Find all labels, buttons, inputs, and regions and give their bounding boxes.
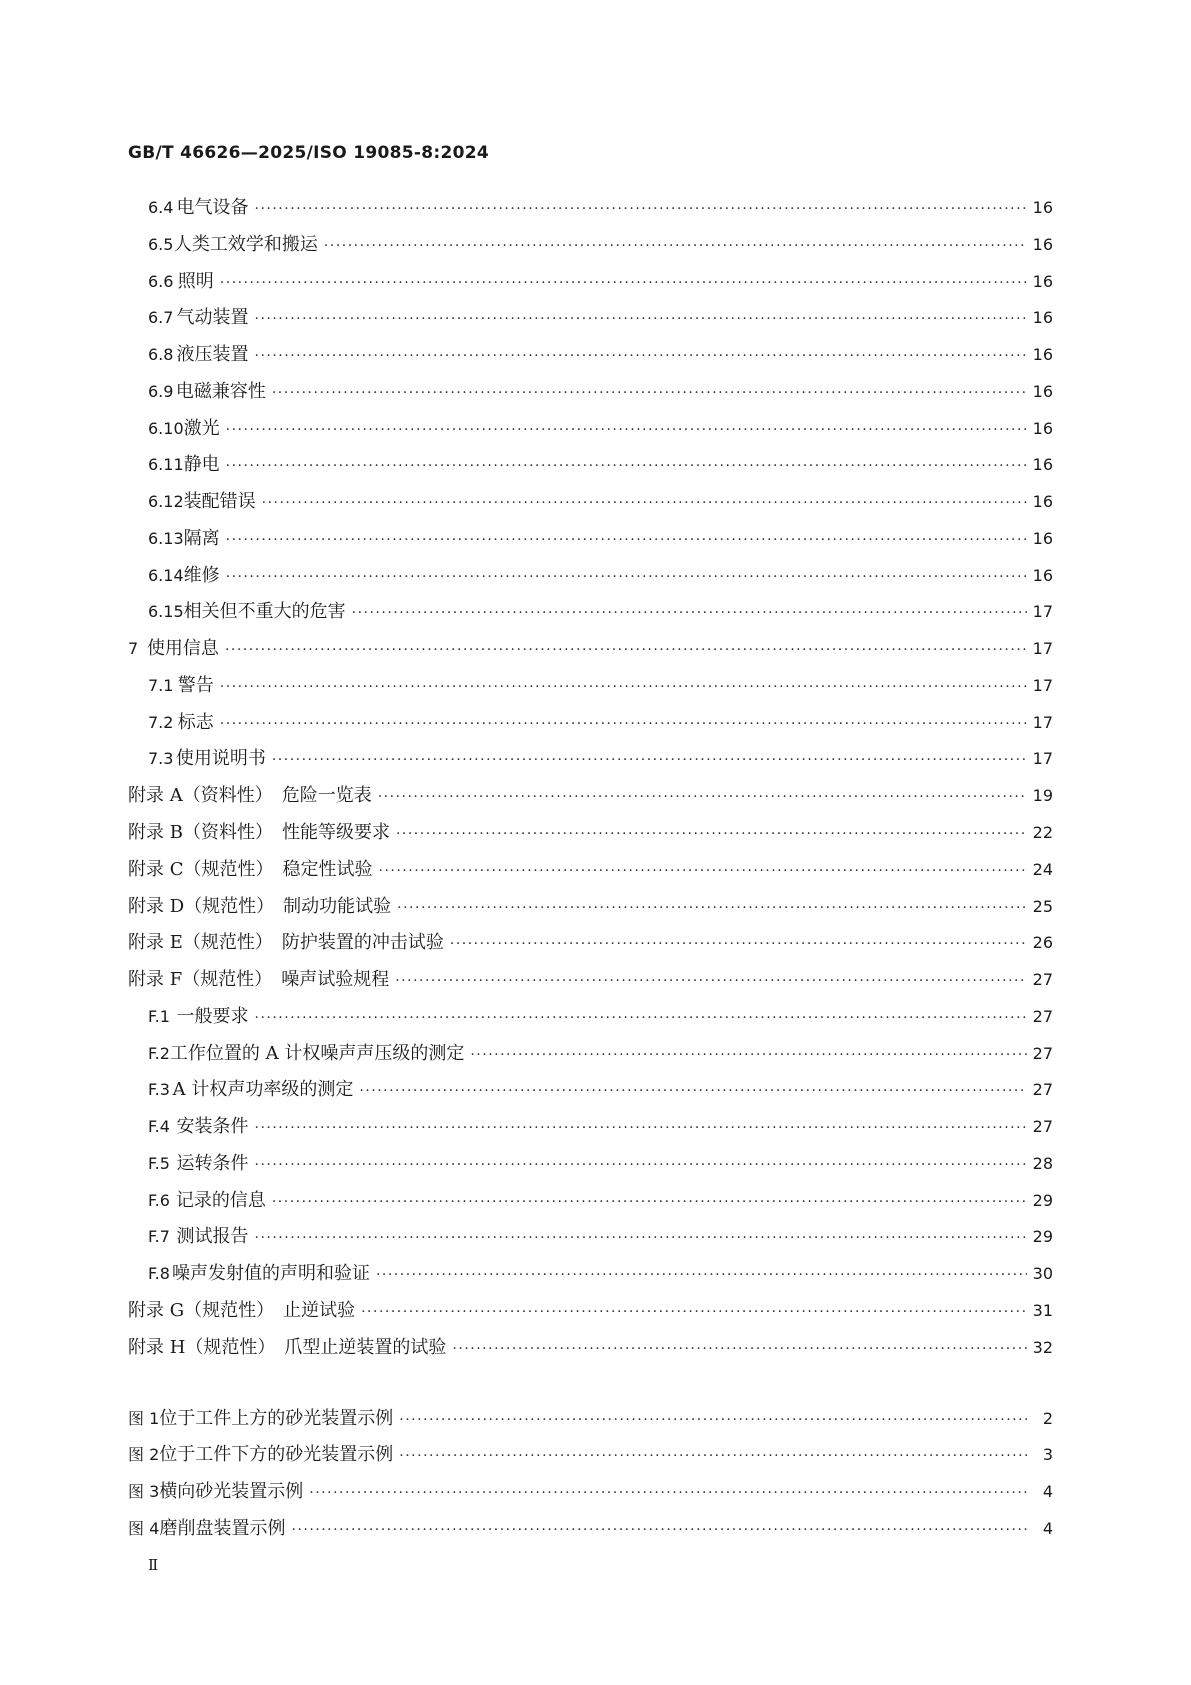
toc-entry-number: 6.11 [148,455,184,475]
toc-entry-page: 16 [1032,345,1053,365]
toc-entry-number: 7.3 [148,749,174,769]
dot-leader [355,1304,1027,1320]
toc-entry-number: 6.15 [148,602,184,622]
toc-entry-page: 27 [1032,1006,1053,1026]
toc-figure-entry[interactable] [128,1440,1053,1477]
toc-entry-title: 记录的信息 [175,1189,266,1211]
toc-entry-page: 16 [1032,528,1053,548]
dot-leader [249,1230,1028,1246]
toc-entry-page: 16 [1032,455,1053,475]
dot-leader [373,863,1028,879]
toc-entry[interactable] [128,487,1053,524]
toc-entry-title: 一般要求 [176,1005,249,1027]
toc-entry-page: 22 [1032,823,1053,843]
figure-page: 2 [1042,1408,1053,1428]
toc-entry-number: 6.9 [148,381,174,401]
dot-leader [220,532,1027,548]
toc-annex-entry[interactable] [128,855,1053,892]
toc-entry[interactable] [128,377,1053,414]
figure-number: 图 2 [128,1445,160,1465]
toc-entry-title: 电气设备 [176,197,249,218]
toc-entry-title: 相关但不重大的危害 [183,601,346,623]
toc-entry-title: 电磁兼容性 [175,380,266,402]
dot-leader [220,458,1027,474]
toc-entry-title: 工作位置的 A 计权噪声声压级的测定 [169,1042,465,1064]
toc-entry-number: 6.12 [148,492,184,512]
toc-entry-number: F.7 [148,1227,170,1247]
dot-leader [318,238,1027,254]
toc-entry[interactable] [128,597,1053,634]
dot-leader [249,311,1028,327]
toc-entry-page: 27 [1032,1043,1053,1063]
toc-entry-page: 17 [1032,675,1053,695]
toc-figure-entry[interactable] [128,1514,1053,1551]
toc-entry-page: 24 [1032,859,1053,879]
toc-entry-title: 附录 E（规范性） 防护装置的冲击试验 [128,932,444,954]
toc-entry-number: F.5 [148,1153,170,1173]
toc-entry-number: 6.4 [148,198,174,217]
dot-leader [249,1157,1028,1173]
toc-entry-page: 16 [1032,565,1053,585]
toc-entry-title: 气动装置 [176,307,249,329]
toc-entry-number: 6.6 [148,271,174,291]
dot-leader [391,900,1027,916]
toc-entry[interactable] [128,1222,1053,1259]
dot-leader [303,1485,1027,1501]
dot-leader [220,422,1027,438]
toc-entry[interactable] [128,1259,1053,1296]
toc-entry-page: 17 [1032,749,1053,769]
toc-entry[interactable] [128,1149,1053,1186]
toc-entry-title: 运转条件 [176,1152,249,1174]
toc-entry-title: 维修 [183,564,220,586]
toc-entry[interactable] [128,1075,1053,1112]
document-number-header: GB/T 46626—2025/ISO 19085-8:2024 [128,143,489,163]
toc-entry-number: F.4 [148,1117,170,1137]
toc-entry-title: A 计权声功率级的测定 [172,1079,354,1101]
toc-entry-page: 16 [1032,198,1053,217]
dot-leader [389,973,1027,989]
toc-entry[interactable] [128,414,1053,451]
table-of-contents [128,193,1053,1551]
toc-entry[interactable] [128,708,1053,745]
toc-entry[interactable] [128,561,1053,598]
toc-entry-number: F.2 [148,1043,170,1063]
toc-entry-page: 19 [1032,786,1053,806]
toc-entry-page: 17 [1032,639,1053,659]
dot-leader [266,385,1027,401]
toc-entry-number: 6.14 [148,565,184,585]
toc-entry-page: 31 [1032,1300,1053,1320]
toc-entry[interactable] [128,450,1053,487]
toc-entry-page: 29 [1032,1190,1053,1210]
toc-entry-page: 30 [1032,1264,1053,1284]
dot-leader [444,936,1027,952]
figure-title: 位于工件上方的砂光装置示例 [159,1407,394,1429]
toc-entry[interactable] [128,267,1053,304]
figure-page: 3 [1042,1445,1053,1465]
toc-entry-title: 附录 B（资料性） 性能等级要求 [128,822,390,844]
toc-entry-title: 噪声发射值的声明和验证 [171,1263,370,1285]
toc-annex-entry[interactable] [128,1296,1053,1333]
toc-entry-number: 6.5 [148,234,174,254]
toc-entry-title: 隔离 [183,527,220,549]
dot-leader [393,1448,1027,1464]
toc-entry-title: 激光 [183,417,220,439]
dot-leader [214,275,1027,291]
toc-entry-page: 26 [1032,933,1053,953]
toc-entry-number: 6.10 [148,418,184,438]
toc-annex-entry[interactable] [128,892,1053,929]
dot-leader [220,569,1027,585]
toc-entry-page: 16 [1032,308,1053,328]
toc-entry-page: 16 [1032,271,1053,291]
toc-entry-title: 照明 [177,270,214,292]
dot-leader [464,1047,1027,1063]
toc-entry-title: 测试报告 [176,1226,249,1248]
figure-number: 图 1 [128,1408,160,1428]
toc-entry-page: 27 [1032,970,1053,990]
toc-entry-title: 警告 [177,674,214,696]
dot-leader [249,201,1028,217]
toc-entry-number: F.8 [148,1264,170,1284]
toc-entry-page: 27 [1032,1117,1053,1137]
toc-entry-number: 7.1 [148,675,174,695]
dot-leader [219,642,1027,658]
figure-number: 图 3 [128,1482,160,1502]
toc-entry[interactable] [128,671,1053,708]
dot-leader [353,1083,1027,1099]
page-number-footer: Ⅱ [148,1556,159,1574]
toc-entry-number: 6.8 [148,345,174,365]
toc-entry-page: 16 [1032,418,1053,438]
toc-annex-entry[interactable] [128,818,1053,855]
toc-entry-title: 静电 [183,454,220,476]
toc-entry-number: F.1 [148,1006,170,1026]
figure-page: 4 [1042,1482,1053,1502]
toc-entry-title: 装配错误 [183,491,256,513]
dot-leader [446,1341,1027,1357]
dot-leader [214,716,1027,732]
dot-leader [249,1010,1028,1026]
toc-entry[interactable] [128,193,1053,230]
dot-leader [249,348,1028,364]
toc-entry-title: 标志 [177,711,214,733]
dot-leader [390,826,1027,842]
toc-entry-page: 17 [1032,602,1053,622]
toc-entry-title: 人类工效学和搬运 [173,233,318,255]
toc-entry[interactable] [128,1002,1053,1039]
toc-entry-title: 液压装置 [176,344,249,366]
toc-entry-title: 附录 A（资料性） 危险一览表 [128,785,372,807]
dot-leader [214,679,1027,695]
toc-entry-number: F.3 [148,1080,170,1100]
figure-title: 横向砂光装置示例 [159,1481,304,1503]
dot-leader [249,1120,1028,1136]
toc-entry-number: 6.13 [148,528,184,548]
toc-entry-title: 使用信息 [146,638,219,660]
toc-entry-title: 安装条件 [176,1116,249,1138]
toc-figure-entry[interactable] [128,1404,1053,1441]
figure-page: 4 [1042,1518,1053,1538]
toc-entry-number: 7 [128,639,139,659]
toc-entry-title: 附录 H（规范性） 爪型止逆装置的试验 [128,1336,447,1358]
toc-annex-entry[interactable] [128,781,1053,818]
toc-entry[interactable] [128,340,1053,377]
dot-leader [256,495,1027,511]
toc-entry[interactable] [128,303,1053,340]
toc-entry[interactable] [128,1039,1053,1076]
toc-entry-title: 附录 G（规范性） 止逆试验 [128,1299,356,1321]
toc-annex-entry[interactable] [128,965,1053,1002]
toc-entry[interactable] [128,1112,1053,1149]
toc-entry-page: 29 [1032,1227,1053,1247]
toc-entry[interactable] [128,634,1053,671]
toc-entry-page: 28 [1032,1153,1053,1173]
toc-entry-page: 16 [1032,234,1053,254]
toc-entry-title: 附录 D（规范性） 制动功能试验 [128,895,392,917]
toc-entry-page: 25 [1032,896,1053,916]
dot-leader [285,1522,1027,1538]
toc-entry[interactable] [128,1186,1053,1223]
toc-annex-entry[interactable] [128,928,1053,965]
dot-leader [346,605,1027,621]
toc-entry-page: 27 [1032,1080,1053,1100]
toc-entry-number: F.6 [148,1190,170,1210]
dot-leader [372,789,1027,805]
toc-entry[interactable] [128,230,1053,267]
toc-entry-page: 17 [1032,712,1053,732]
toc-entry-page: 16 [1032,381,1053,401]
figure-title: 磨削盘装置示例 [159,1517,286,1539]
dot-leader [266,752,1027,768]
figure-number: 图 4 [128,1518,160,1538]
toc-entry-title: 附录 C（规范性） 稳定性试验 [128,858,373,880]
toc-entry-page: 16 [1032,492,1053,512]
figure-title: 位于工件下方的砂光装置示例 [159,1444,394,1466]
dot-leader [370,1267,1027,1283]
toc-entry[interactable] [128,744,1053,781]
toc-figure-entry[interactable] [128,1477,1053,1514]
toc-entry-page: 32 [1032,1337,1053,1357]
toc-entry-title: 附录 F（规范性） 噪声试验规程 [128,969,390,991]
toc-entry-number: 7.2 [148,712,174,732]
dot-leader [266,1194,1027,1210]
toc-entry[interactable] [128,524,1053,561]
toc-entry-title: 使用说明书 [175,748,266,770]
toc-annex-entry[interactable] [128,1333,1053,1370]
dot-leader [393,1412,1027,1428]
toc-entry-number: 6.7 [148,308,174,328]
